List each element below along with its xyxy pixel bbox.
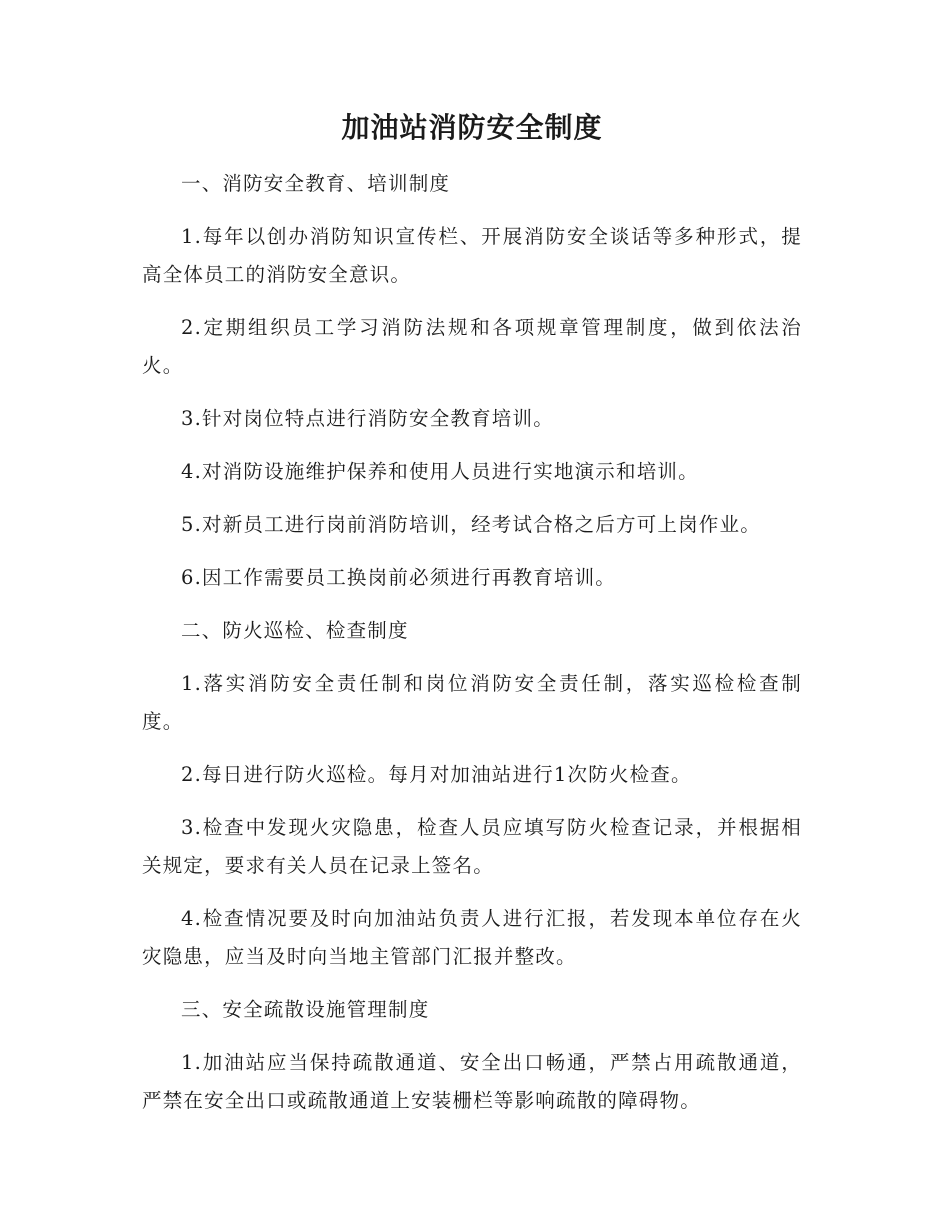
paragraph-2-1: 1.落实消防安全责任制和岗位消防安全责任制，落实巡检检查制度。: [142, 672, 802, 734]
paragraph-1-2: 2.定期组织员工学习消防法规和各项规章管理制度，做到依法治火。: [142, 316, 802, 378]
paragraph-1-5: 5.对新员工进行岗前消防培训，经考试合格之后方可上岗作业。: [181, 513, 761, 537]
paragraph-1-6: 6.因工作需要员工换岗前必须进行再教育培训。: [181, 566, 617, 590]
paragraph-1-4: 4.对消防设施维护保养和使用人员进行实地演示和培训。: [181, 460, 699, 484]
paragraph-2-2: 2.每日进行防火巡检。每月对加油站进行1次防火检查。: [181, 763, 692, 787]
section-heading-3: 三、安全疏散设施管理制度: [181, 998, 430, 1022]
paragraph-2-3: 3.检查中发现火灾隐患，检查人员应填写防火检查记录，并根据相关规定，要求有关人员在记录上签名。: [142, 816, 802, 878]
paragraph-1-3: 3.针对岗位特点进行消防安全教育培训。: [181, 407, 554, 431]
paragraph-3-1: 1.加油站应当保持疏散通道、安全出口畅通，严禁占用疏散通道，严禁在安全出口或疏散通道上安装栅栏等影响疏散的障碍物。: [142, 1051, 802, 1113]
section-heading-2: 二、防火巡检、检查制度: [181, 619, 409, 643]
section-heading-1: 一、消防安全教育、培训制度: [181, 172, 451, 196]
paragraph-2-4: 4.检查情况要及时向加油站负责人进行汇报，若发现本单位存在火灾隐患，应当及时向当地主管部门汇报并整改。: [142, 907, 802, 969]
paragraph-1-1: 1.每年以创办消防知识宣传栏、开展消防安全谈话等多种形式，提高全体员工的消防安全意识。: [142, 225, 802, 287]
document-title: 加油站消防安全制度: [341, 111, 603, 144]
document-page: [142, 108, 802, 1135]
